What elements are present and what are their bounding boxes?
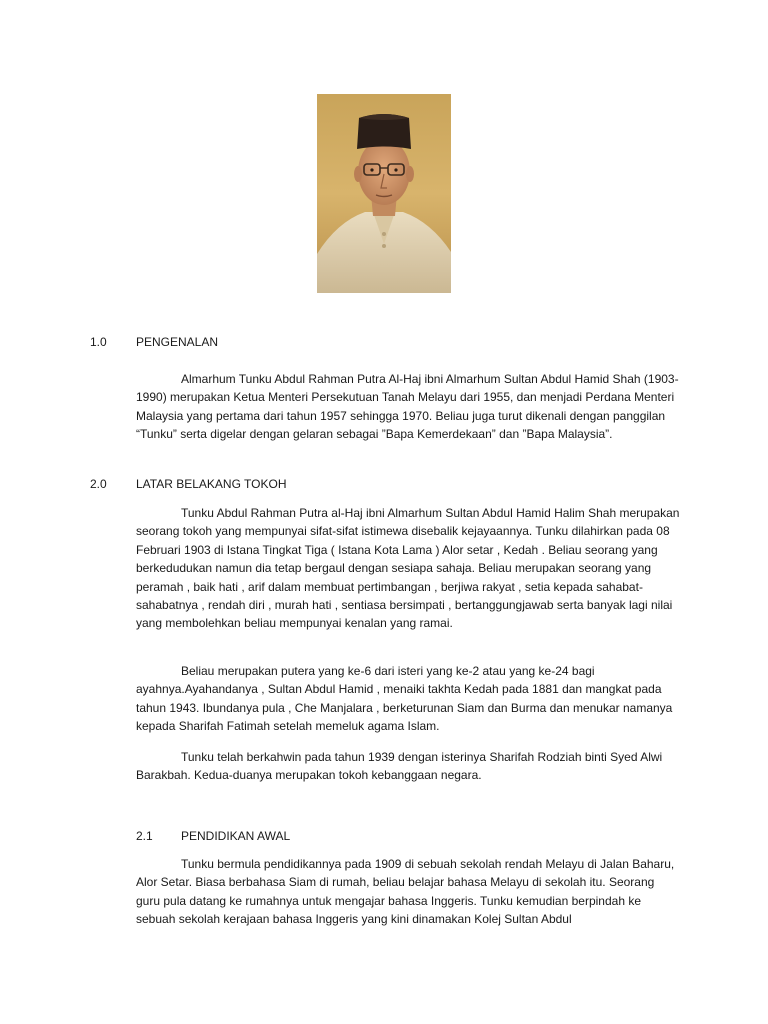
- portrait-illustration: [317, 94, 451, 293]
- paragraph: Beliau merupakan putera yang ke-6 dari isteri yang ke-2 atau yang ke-24 bagi ayahnya.Ayahandanya , Sultan Abdul Hamid , menaiki takhta Kedah pada 1881 dan mangkat pada tahun 1943. Ibundanya pula , Che Manjalara , berketurunan Siam dan Burma dan menukar namanya kepada Sharifah Fatimah setelah memeluk agama Islam.: [136, 664, 673, 734]
- paragraph: Almarhum Tunku Abdul Rahman Putra Al-Haj ibni Almarhum Sultan Abdul Hamid Shah (1903-1990) merupakan Ketua Menteri Persekutuan Tanah Melayu dari 1955, dan menjadi Perdana Menteri Malaysia yang pertama dari tahun 1957 sehingga 1970. Beliau juga turut dikenali dengan panggilan “Tunku” serta digelar dengan gelaran sebagai ”Bapa Kemerdekaan” dan ”Bapa Malaysia”.: [136, 372, 679, 442]
- paragraph: Tunku telah berkahwin pada tahun 1939 dengan isterinya Sharifah Rodziah binti Syed Alwi Barakbah. Kedua-duanya merupakan tokoh kebanggaan negara.: [136, 750, 663, 783]
- section-number: 2.0: [90, 477, 107, 491]
- subsection-number: 2.1: [136, 829, 153, 843]
- section-number: 1.0: [90, 335, 107, 349]
- paragraph: Tunku Abdul Rahman Putra al-Haj ibni Almarhum Sultan Abdul Hamid Halim Shah merupakan seorang tokoh yang mempunyai sifat-sifat istimewa disebalik kejayaannya. Tunku dilahirkan pada 08 Februari 1903 di Istana Tingkat Tiga ( Istana Kota Lama ) Alor setar , Kedah . Beliau seorang yang berkedudukan namun dia tetap bergaul dengan sesiapa sahaja. Beliau merupakan seorang yang peramah , baik hati , arif dalam membuat pertimbangan , berjiwa rakyat , setia kepada sahabat-sahabatnya , rendah diri , murah hati , sentiasa bersimpati , bertanggungjawab serta banyak lagi nilai yang membolehkan beliau mempunyai kenalan yang ramai.: [136, 506, 680, 631]
- section-title: LATAR BELAKANG TOKOH: [136, 477, 287, 491]
- subsection-title: PENDIDIKAN AWAL: [181, 829, 291, 843]
- section-title: PENGENALAN: [136, 335, 219, 349]
- paragraph: Tunku bermula pendidikannya pada 1909 di sebuah sekolah rendah Melayu di Jalan Baharu, Alor Setar. Biasa berbahasa Siam di rumah, beliau belajar bahasa Melayu di sekolah itu. Seorang guru pula datang ke rumahnya untuk mengajar bahasa Inggeris. Tunku kemudian berpindah ke sebuah sekolah kerajaan bahasa Inggeris yang kini dinamakan Kolej Sultan Abdul: [136, 857, 675, 927]
- portrait-image: [317, 94, 451, 293]
